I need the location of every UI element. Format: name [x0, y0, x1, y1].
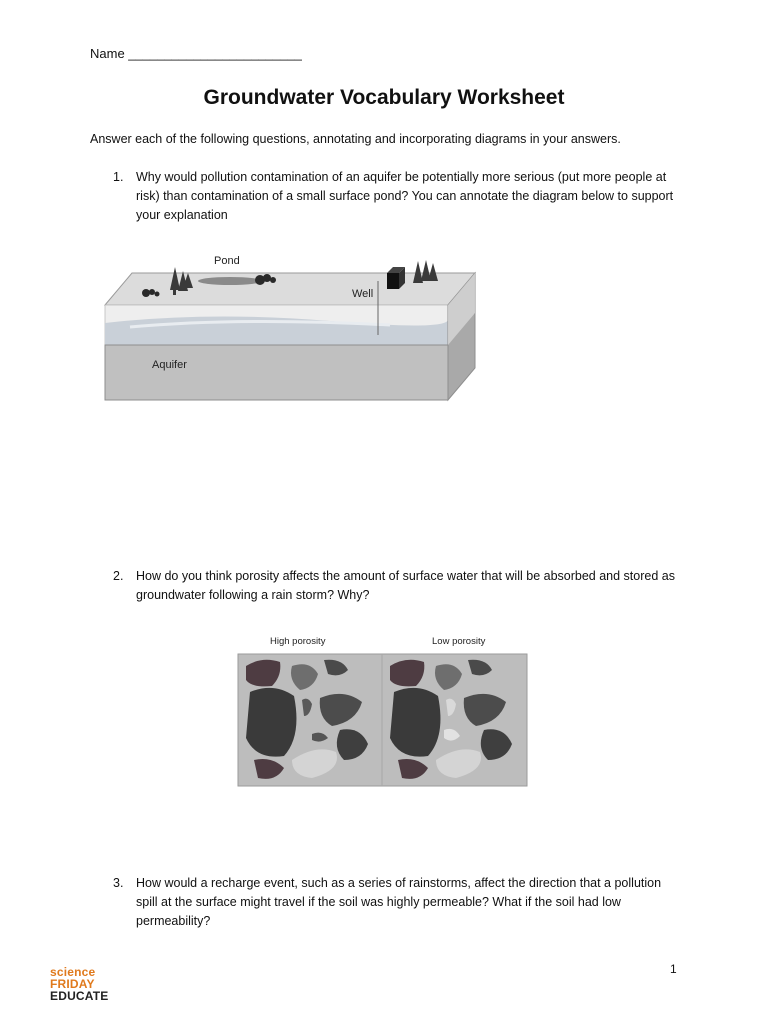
pond-label: Pond	[214, 255, 240, 267]
aquifer-diagram	[90, 243, 490, 415]
science-friday-logo	[50, 966, 109, 1002]
logo-line-1: science	[50, 965, 96, 979]
question-text: Why would pollution contamination of an aquifer be potentially more serious (put more people at risk) than contamination of a small surface pond? You can annotate the diagram below to support your explanation	[136, 170, 674, 222]
instructions: Answer each of the following questions, annotating and incorporating diagrams in your answers.	[90, 132, 621, 146]
logo-line-3: EDUCATE	[50, 989, 109, 1003]
high-porosity-label: High porosity	[270, 636, 326, 647]
question-text: How do you think porosity affects the amount of surface water that will be absorbed and stored as groundwater following a rain storm? Why?	[136, 569, 675, 602]
question-number: 3.	[113, 876, 124, 890]
name-field-line[interactable]: Name ________________________	[90, 46, 302, 61]
page-number: 1	[670, 962, 677, 976]
question-number: 2.	[113, 569, 124, 583]
low-porosity-label: Low porosity	[432, 636, 486, 647]
well-label: Well	[352, 288, 374, 300]
logo-line-2: FRIDAY	[50, 977, 95, 991]
question-number: 1.	[113, 170, 124, 184]
porosity-diagram	[232, 626, 538, 798]
question-text: How would a recharge event, such as a series of rainstorms, affect the direction that a pollution spill at the surface might travel if the soil was highly permeable? What if the soil had low permeability?	[136, 876, 662, 928]
page-title: Groundwater Vocabulary Worksheet	[203, 86, 565, 109]
aquifer-label: Aquifer	[152, 359, 187, 371]
